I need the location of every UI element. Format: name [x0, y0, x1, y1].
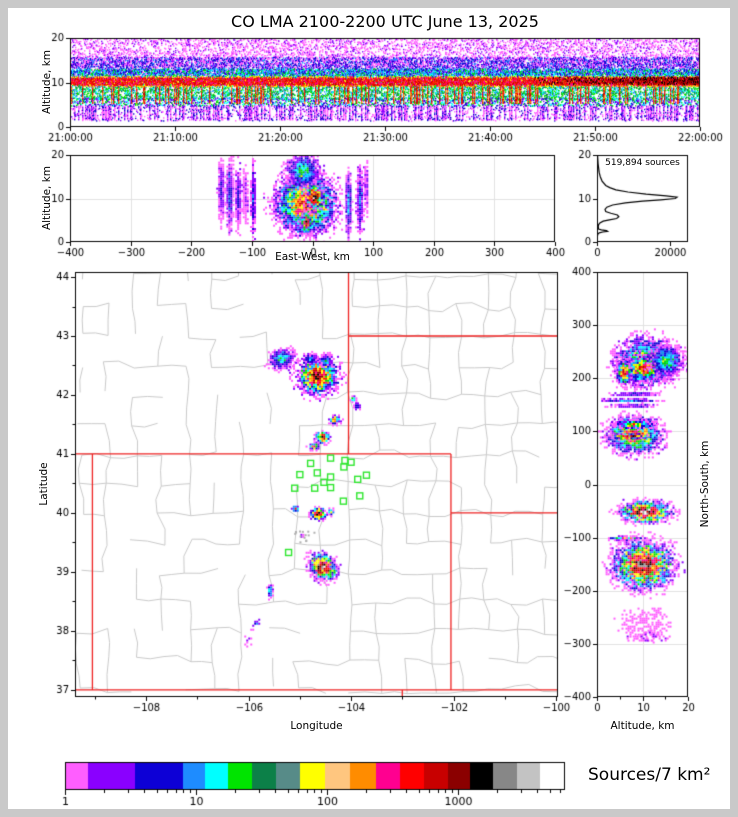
sources-count-annotation: 519,894 sources [605, 158, 680, 168]
ns-altitude-axis-label: Altitude, km [610, 720, 675, 732]
east-west-axis-label: East-West, km [275, 251, 350, 263]
altitude-axis-label-ew: Altitude, km [41, 165, 53, 231]
north-south-axis-label: North-South, km [699, 440, 711, 528]
altitude-axis-label-top: Altitude, km [41, 49, 53, 115]
page-title: CO LMA 2100-2200 UTC June 13, 2025 [231, 12, 539, 31]
latitude-axis-label: Latitude [38, 462, 50, 506]
figure-canvas [8, 8, 730, 809]
longitude-axis-label: Longitude [290, 720, 343, 732]
colorbar-label: Sources/7 km² [588, 765, 711, 785]
